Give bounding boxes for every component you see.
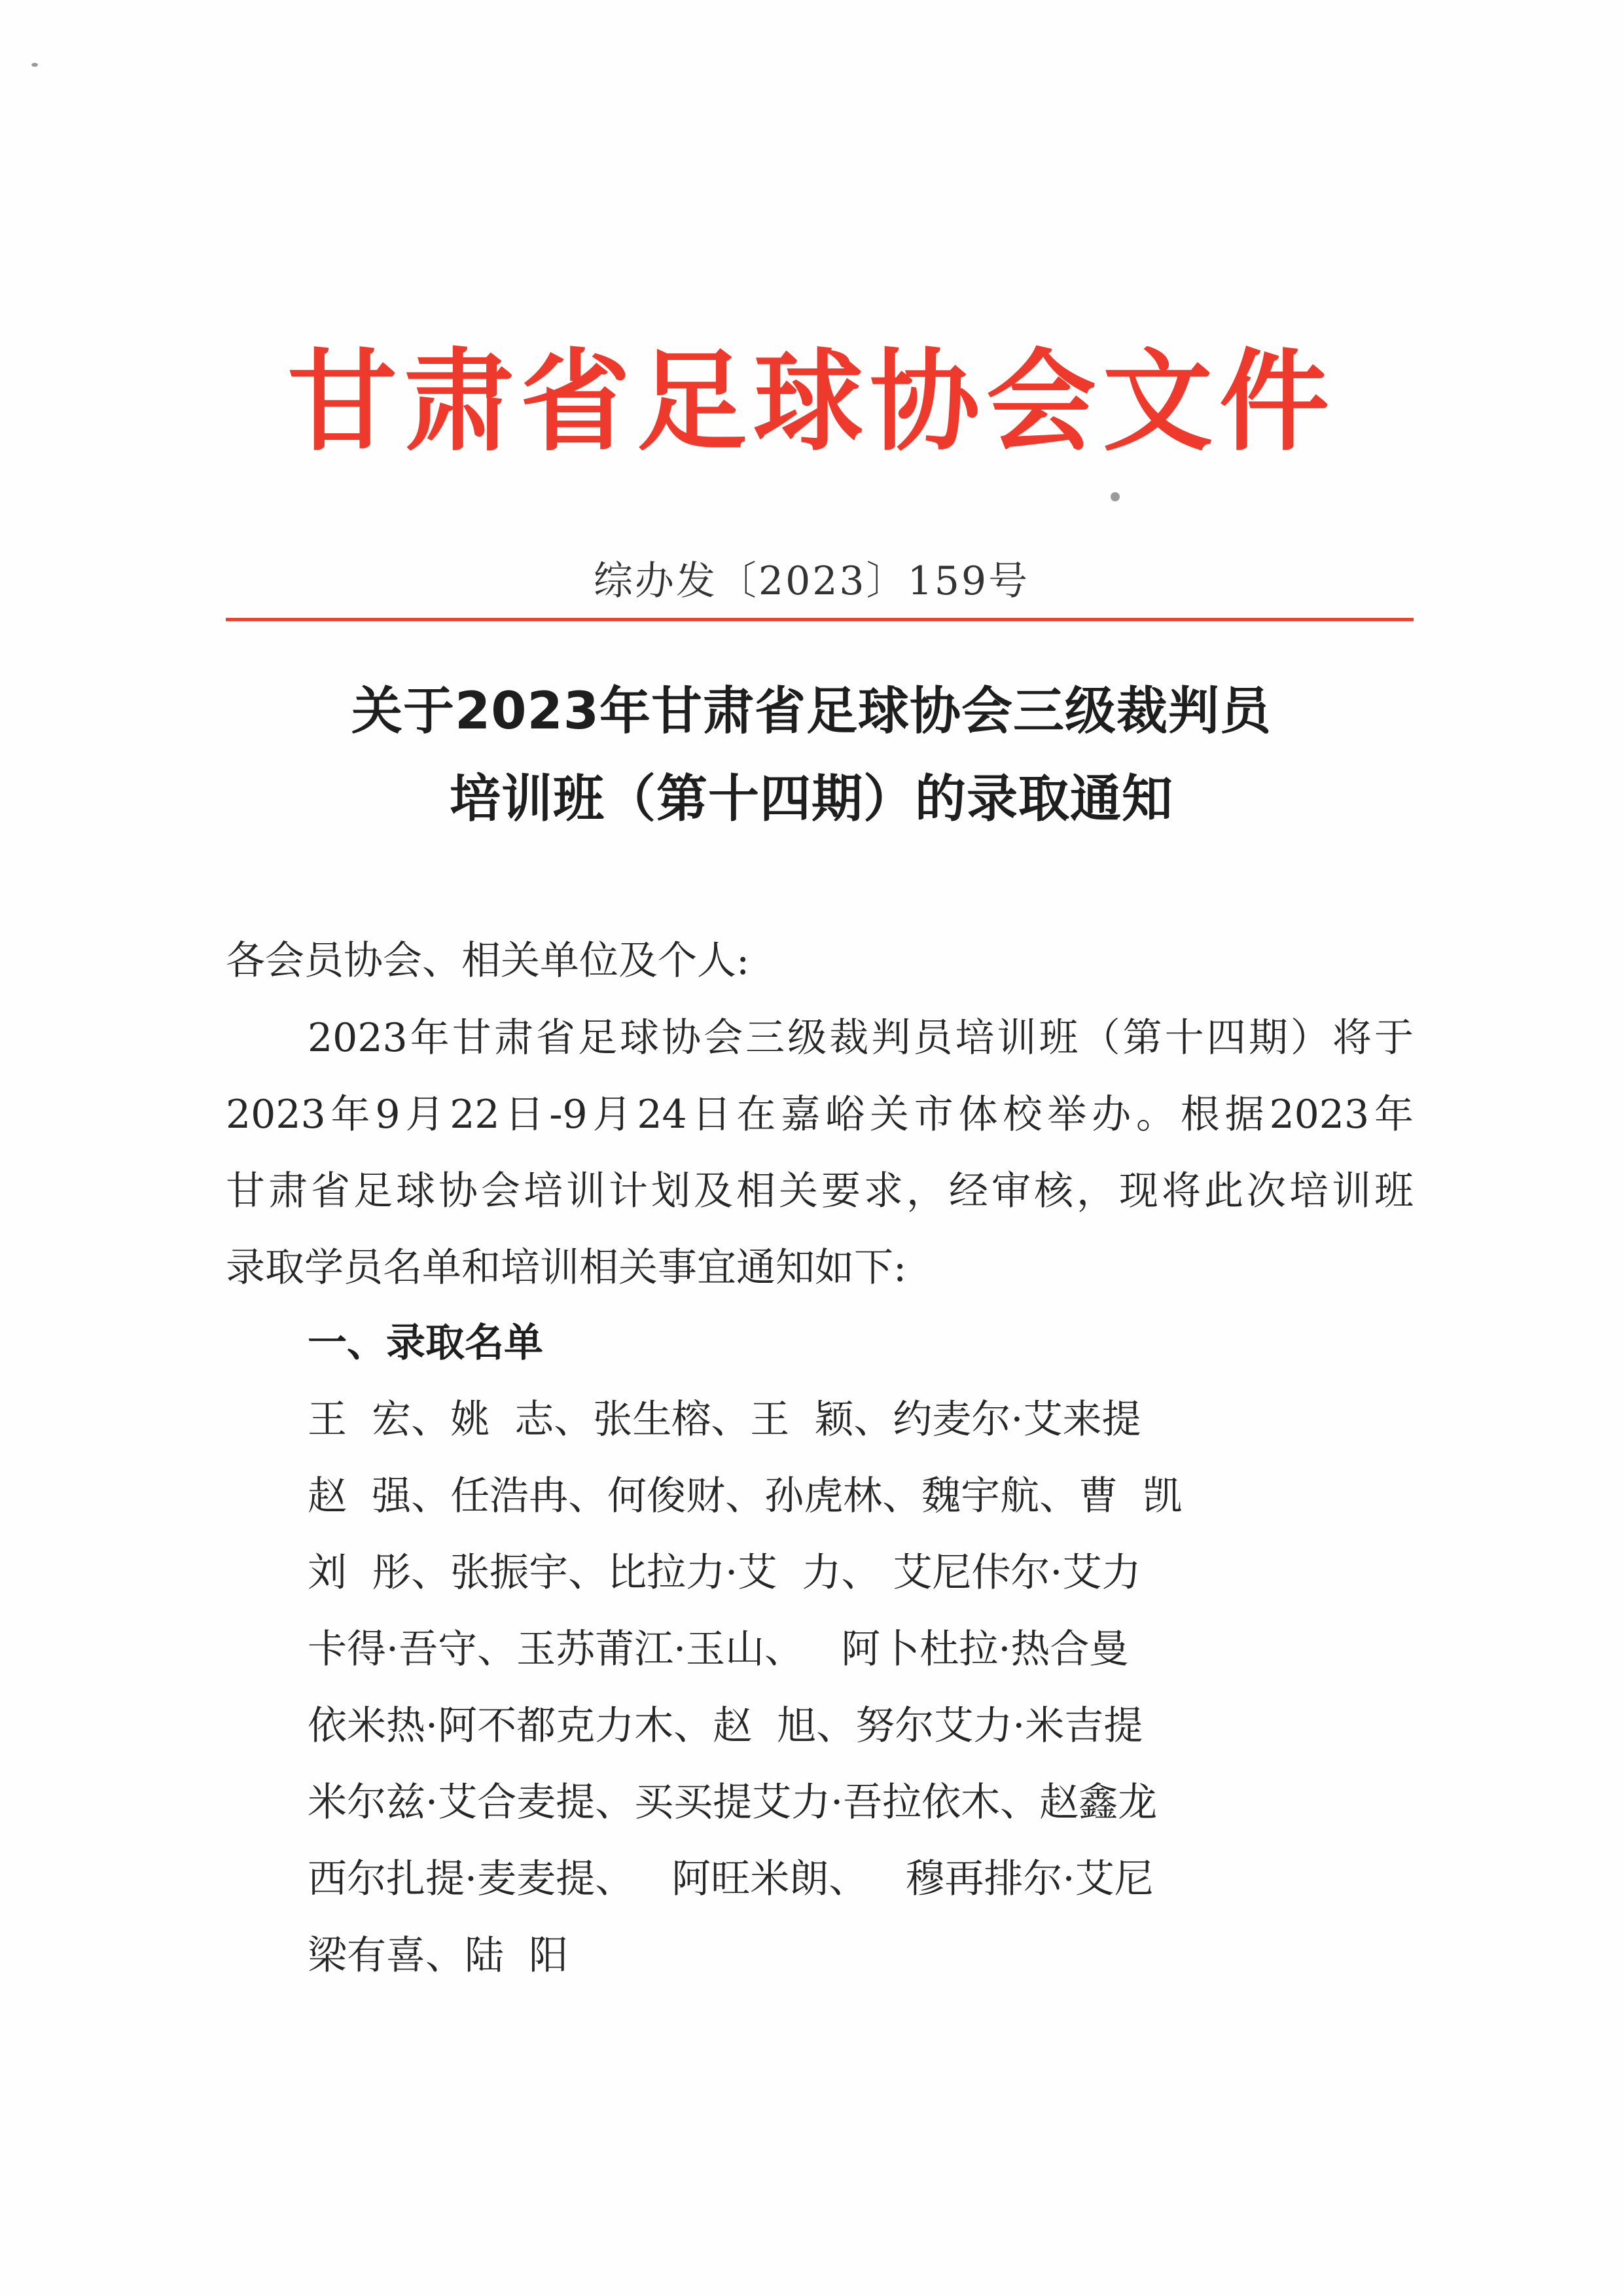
- document-number: 综办发〔2023〕159号: [593, 558, 1030, 604]
- scan-speck: [1111, 492, 1120, 501]
- paragraph-line: 甘肃省足球协会培训计划及相关要求，经审核，现将此次培训班: [226, 1168, 1414, 1214]
- names-list-line: 米尔兹·艾合麦提、买买提艾力·吾拉依木、赵鑫龙: [308, 1780, 1158, 1825]
- names-list-line: 西尔扎提·麦麦提、 阿旺米朗、 穆再排尔·艾尼: [308, 1856, 1154, 1902]
- names-list-line: 梁有喜、陆 阳: [308, 1933, 569, 1979]
- names-list-line: 卡得·吾守、玉苏莆江·玉山、 阿卜杜拉·热合曼: [308, 1626, 1129, 1672]
- names-list-line: 赵 强、任浩冉、何俊财、孙虎林、魏宇航、曹 凯: [308, 1473, 1183, 1519]
- letterhead-title: 甘肃省足球协会文件: [287, 338, 1336, 466]
- salutation: 各会员协会、相关单位及个人:: [226, 938, 750, 984]
- names-list-line: 王 宏、姚 志、张生榕、王 颖、约麦尔·艾来提: [308, 1397, 1141, 1443]
- red-divider-line: [226, 618, 1414, 621]
- section-heading: 一、录取名单: [308, 1320, 543, 1366]
- names-list-line: 刘 彤、张振宇、比拉力·艾 力、 艾尼佧尔·艾力: [308, 1550, 1141, 1596]
- paragraph-line: 2023年甘肃省足球协会三级裁判员培训班（第十四期）将于: [308, 1015, 1414, 1061]
- scan-speck: [31, 63, 38, 67]
- notice-title-line-2: 培训班（第十四期）的录取通知: [449, 770, 1173, 829]
- names-list-line: 依米热·阿不都克力木、赵 旭、努尔艾力·米吉提: [308, 1703, 1143, 1749]
- paragraph-line: 2023年9月22日-9月24日在嘉峪关市体校举办。根据2023年: [226, 1092, 1414, 1138]
- paragraph-line: 录取学员名单和培训相关事宜通知如下:: [226, 1245, 907, 1291]
- notice-title-line-1: 关于2023年甘肃省足球协会三级裁判员: [351, 682, 1272, 741]
